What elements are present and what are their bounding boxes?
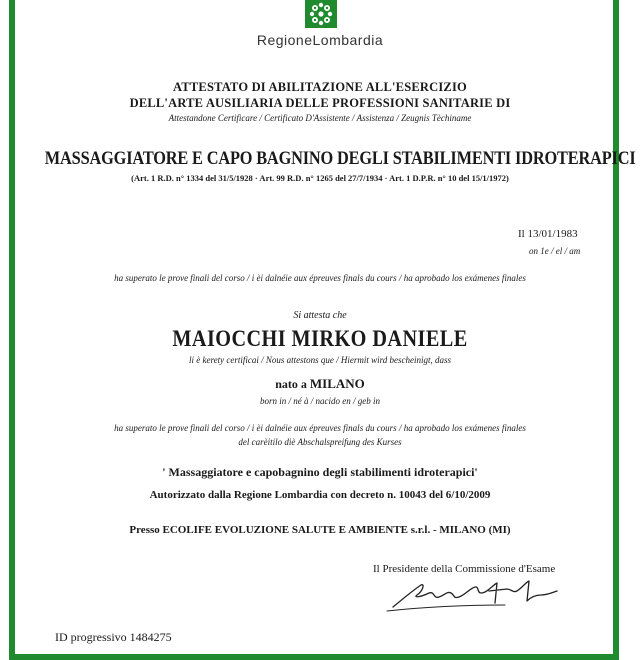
birth-translations: born in / né à / nacido en / geb in bbox=[260, 396, 380, 406]
lombardia-rose-icon bbox=[305, 0, 337, 28]
date-translations: on 1e / el / am bbox=[529, 246, 581, 256]
legal-references: (Art. 1 R.D. n° 1334 del 31/5/1928 · Art. 99 R.D. n° 1265 del 27/7/1934 · Art. 1 D.P.R. n° 10 del 15/1/1972) bbox=[131, 173, 509, 183]
header-translations: Attestandone Certificare / Certificato D'Assistente / Assistenza / Zeugnis Tèchiname bbox=[168, 113, 472, 123]
president-signature bbox=[385, 575, 565, 615]
region-name: RegioneLombardia bbox=[256, 32, 384, 48]
progressive-id bbox=[55, 630, 172, 645]
progressive-id-value: 1484275 bbox=[129, 630, 172, 644]
attests-translations: li è kerety certificai / Nous attestons que / Hiermit wird bescheinigt, dass bbox=[188, 355, 452, 365]
passed-text: ha superato le prove finali del corso / i èi dalnéie aux épreuves finals du cours / ha aprobado los exámenes finales bbox=[114, 273, 526, 283]
birth-place-value: MILANO bbox=[309, 376, 365, 391]
passed-text-2-line-2: del carèitilo diè Abschalspreifung des Kurses bbox=[238, 437, 402, 447]
provider: Presso ECOLIFE EVOLUZIONE SALUTE E AMBIENTE s.r.l. - MILANO (MI) bbox=[129, 524, 511, 536]
header-line-2: DELL'ARTE AUSILIARIA DELLE PROFESSIONI SANITARIE DI bbox=[129, 96, 511, 110]
attests-label: Si attesta che bbox=[293, 310, 347, 321]
issue-date-value: 13/01/1983 bbox=[527, 228, 578, 240]
holder-name: MAIOCCHI MIRKO DANIELE bbox=[172, 326, 468, 351]
signature-role: Il Presidente della Commissione d'Esame bbox=[373, 563, 556, 575]
header-line-1: ATTESTATO DI ABILITAZIONE ALL'ESERCIZIO bbox=[173, 80, 467, 94]
progressive-id-label: ID progressivo bbox=[55, 630, 127, 644]
birth-label: nato a bbox=[275, 377, 307, 391]
course-authorization: Autorizzato dalla Regione Lombardia con decreto n. 10043 del 6/10/2009 bbox=[149, 489, 491, 501]
passed-text-2-line-1: ha superato le prove finali del corso / i èi dalnéie aux épreuves finals du cours / ha aprobado los exámenes finales bbox=[114, 423, 526, 433]
course-name: ' Massaggiatore e capobagnino degli stabilimenti idroterapici' bbox=[162, 465, 478, 479]
issue-date bbox=[518, 228, 578, 240]
issue-date-prefix: Il bbox=[518, 228, 525, 240]
birth-place bbox=[0, 376, 640, 392]
profession-title: MASSAGGIATORE E CAPO BAGNINO DEGLI STABILIMENTI IDROTERAPICI bbox=[44, 148, 636, 169]
